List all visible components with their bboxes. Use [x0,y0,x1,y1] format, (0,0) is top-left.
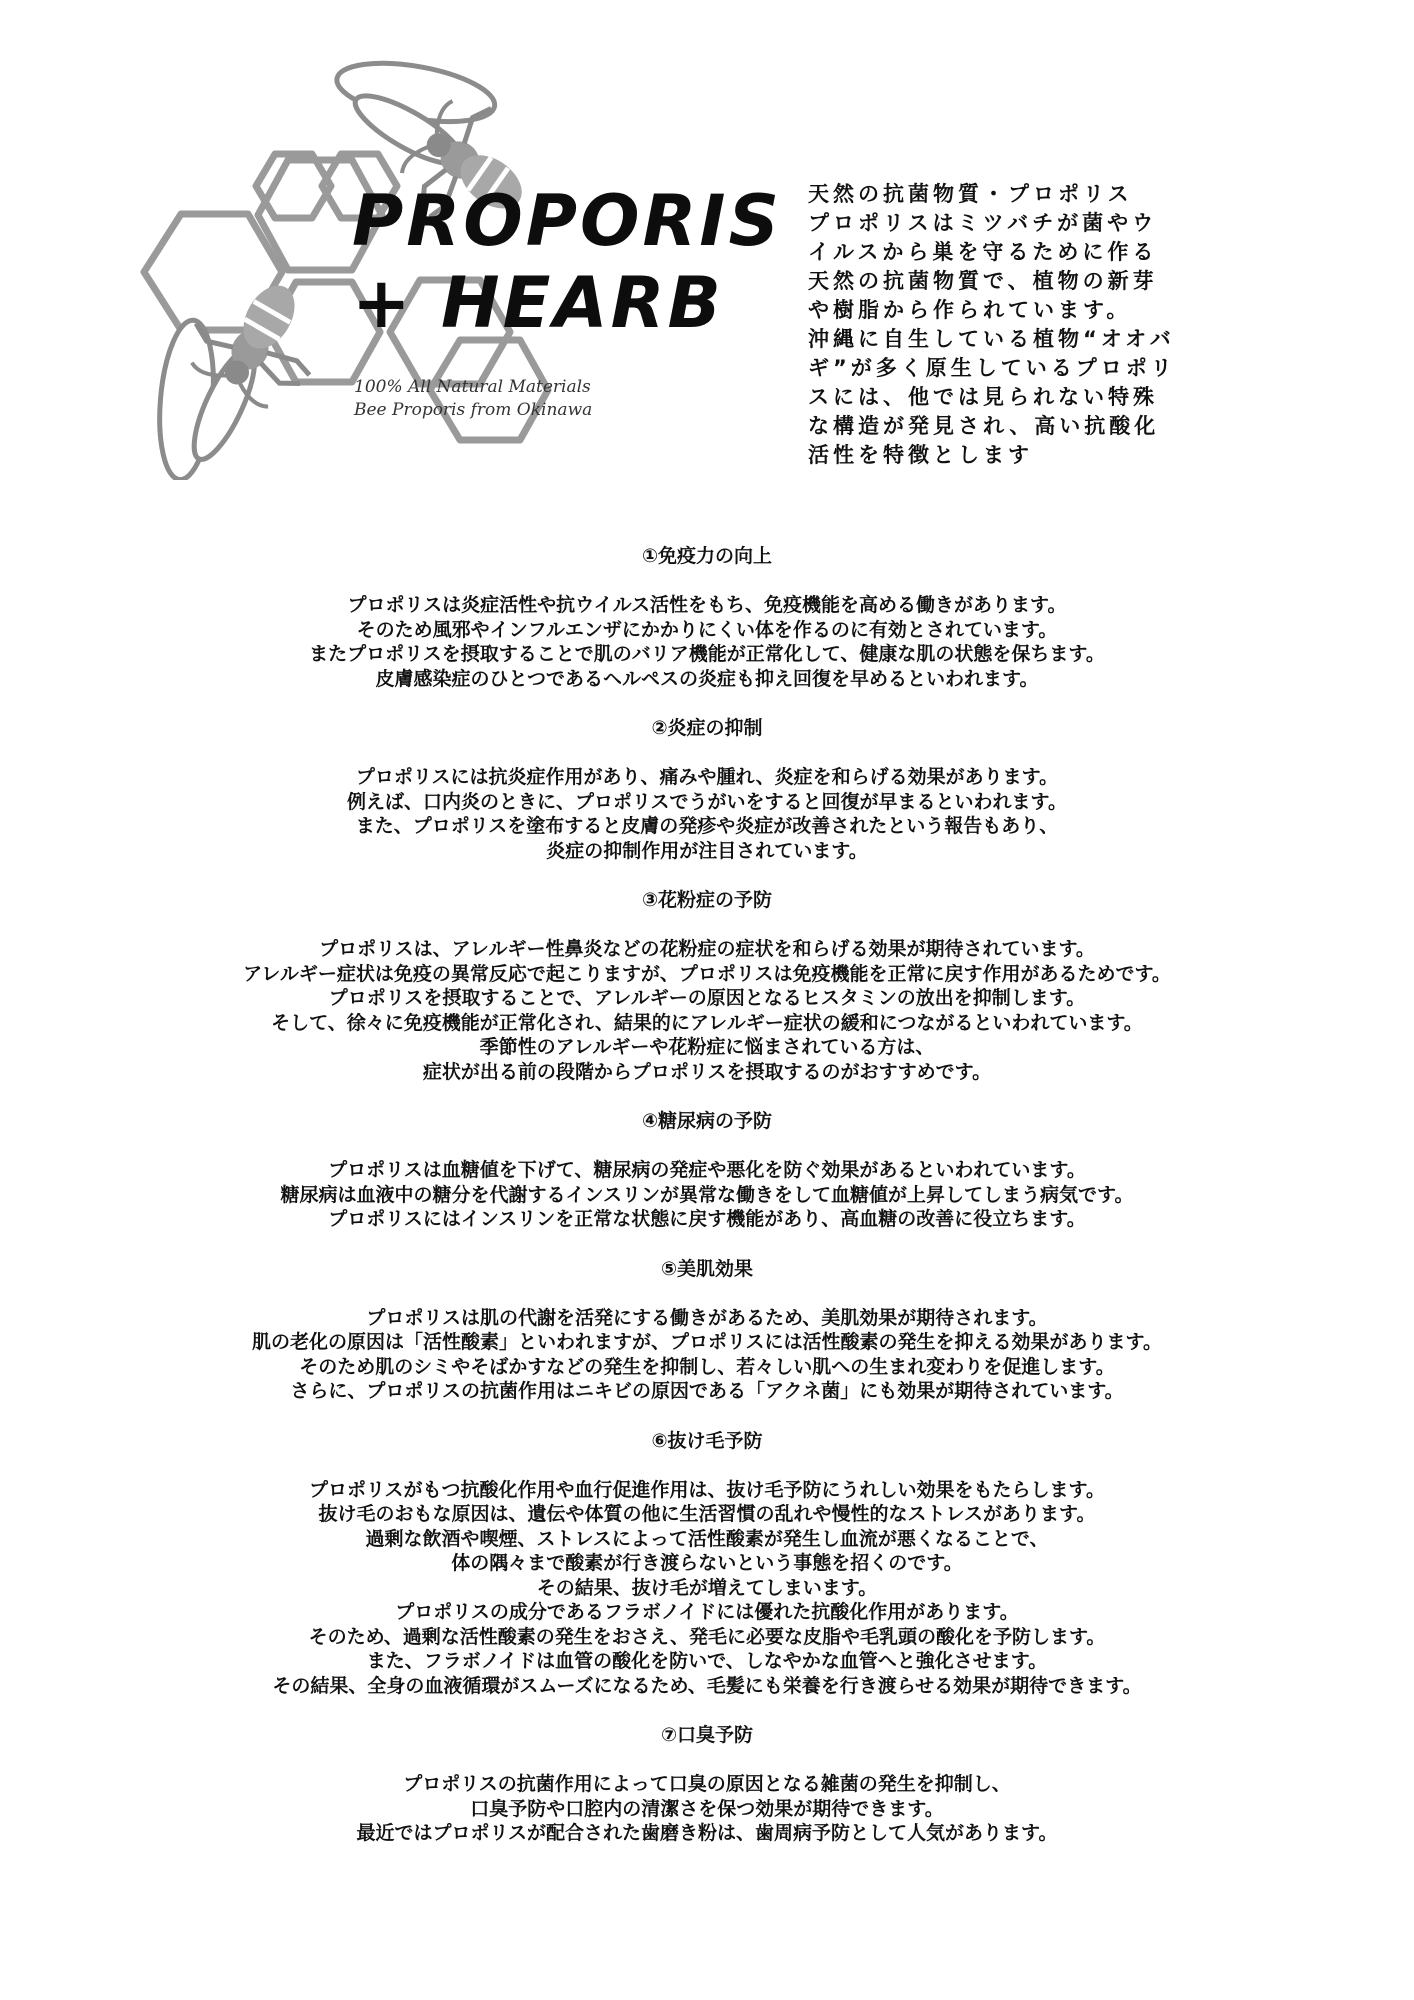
body-line: 肌の老化の原因は「活性酸素」といわれますが、プロポリスには活性酸素の発生を抑える効果があります。 [251,1331,1163,1353]
benefit-section [0,1256,1414,1404]
section-heading: ⑤美肌効果 [660,1257,754,1280]
benefit-section [0,1428,1414,1699]
body-line: 糖尿病は血液中の糖分を代謝するインスリンが異常な働きをして血糖値が上昇してしまう病気です。 [280,1183,1134,1206]
section-body [0,765,1414,863]
brand-title-line: PROPORIS [352,180,782,262]
intro-line: 沖縄に自生している植物“オオバ [808,327,1175,351]
intro-line: 天然の抗菌物質・プロポリス [808,182,1133,206]
intro-line: イルスから巣を守るために作る [808,240,1158,264]
body-line: プロポリスの抗菌作用によって口臭の原因となる雑菌の発生を抑制し、 [403,1773,1011,1795]
brand-title [352,180,782,344]
section-heading: ②炎症の抑制 [651,717,763,739]
body-line: プロポリスは炎症活性や抗ウイルス活性をもち、免疫機能を高める働きがあります。 [347,594,1067,616]
section-body [0,937,1414,1084]
body-line: 季節性のアレルギーや花粉症に悩まされている方は、 [479,1036,935,1058]
intro-line: プロポリスはミツバチが菌やウ [808,211,1158,235]
benefit-section [0,543,1414,691]
body-line: 例えば、口内炎のときに、プロポリスでうがいをすると回復が早まるといわれます。 [346,790,1068,813]
intro-line: や樹脂から作られています。 [808,298,1132,322]
brand-tagline-line: Bee Proporis from Okinawa [354,400,593,420]
brand-title-line: + HEARB [352,262,724,344]
section-body [0,593,1414,691]
body-line: また、フラボノイドは血管の酸化を防いで、しなやかな血管へと強化させます。 [366,1650,1048,1672]
benefit-section [0,1108,1414,1232]
section-body [0,1306,1414,1404]
section-heading: ⑥抜け毛予防 [651,1429,763,1452]
body-line: プロポリスの成分であるフラボノイドには優れた抗酸化作用があります。 [395,1601,1019,1623]
body-line: そのため肌のシミやそばかすなどの発生を抑制し、若々しい肌への生まれ変わりを促進します。 [299,1355,1115,1378]
body-line: アレルギー症状は免疫の異常反応で起こりますが、プロポリスは免疫機能を正常に戻す作用があるためです。 [243,962,1171,985]
body-line: 皮膚感染症のひとつであるヘルペスの炎症も抑え回復を早めるといわれます。 [375,667,1039,690]
body-line: 抜け毛のおもな原因は、遺伝や体質の他に生活習慣の乱れや慢性的なストレスがあります。 [318,1503,1096,1525]
body-line: 最近ではプロポリスが配合された歯磨き粉は、歯周病予防として人気があります。 [356,1822,1058,1844]
body-line: プロポリスを摂取することで、アレルギーの原因となるヒスタミンの放出を抑制します。 [328,987,1086,1009]
body-line: 過剰な飲酒や喫煙、ストレスによって活性酸素が発生し血流が悪くなることで、 [365,1527,1049,1550]
body-line: そのため風邪やインフルエンザにかかりにくい体を作るのに有効とされています。 [356,618,1058,641]
section-heading: ⑦口臭予防 [660,1724,754,1746]
body-line: 口臭予防や口腔内の清潔さを保つ効果が期待できます。 [470,1797,944,1820]
benefit-section [0,1722,1414,1846]
intro-line: ギ”が多く原生しているプロポリ [808,356,1176,380]
section-body [0,1478,1414,1699]
body-line: その結果、抜け毛が増えてしまいます。 [536,1576,878,1599]
body-line: また、プロポリスを塗布すると皮膚の発疹や炎症が改善されたという報告もあり、 [355,815,1059,837]
body-line: プロポリスは血糖値を下げて、糖尿病の発症や悪化を防ぐ効果があるといわれています。 [328,1159,1086,1181]
section-heading: ③花粉症の予防 [641,889,773,911]
intro-line: な構造が発見され、高い抗酸化 [808,414,1160,438]
brand-tagline [354,376,592,422]
body-line: プロポリスには抗炎症作用があり、痛みや腫れ、炎症を和らげる効果があります。 [355,766,1059,788]
intro-line: スには、他では見られない特殊 [808,385,1158,409]
section-heading: ④糖尿病の予防 [641,1110,773,1132]
benefit-section [0,715,1414,863]
body-line: プロポリスがもつ抗酸化作用や血行促進作用は、抜け毛予防にうれしい効果をもたらします。 [308,1478,1106,1501]
body-line: 症状が出る前の段階からプロポリスを摂取するのがおすすめです。 [422,1060,992,1083]
section-heading: ①免疫力の向上 [641,545,773,567]
body-line: 炎症の抑制作用が注目されています。 [546,839,868,862]
benefits-content [0,543,1414,1870]
body-line: プロポリスは肌の代謝を活発にする働きがあるため、美肌効果が期待されます。 [366,1306,1048,1329]
brand-tagline-line: 100% All Natural Materials [354,377,591,397]
body-line: そして、徐々に免疫機能が正常化され、結果的にアレルギー症状の緩和につながるといわれています。 [271,1011,1143,1034]
benefit-section [0,887,1414,1084]
body-line: その結果、全身の血液循環がスムーズになるため、毛髪にも栄養を行き渡らせる効果が期待できます。 [272,1674,1142,1697]
body-line: そのため、過剰な活性酸素の発生をおさえ、発毛に必要な皮脂や毛乳頭の酸化を予防します。 [308,1625,1106,1648]
intro-text [808,180,1208,470]
body-line: 体の隅々まで酸素が行き渡らないという事態を招くのです。 [451,1552,963,1574]
intro-line: 天然の抗菌物質で、植物の新芽 [808,269,1158,293]
intro-line: 活性を特徴とします [808,443,1033,467]
body-line: プロポリスは、アレルギー性鼻炎などの花粉症の症状を和らげる効果が期待されています。 [319,938,1095,960]
body-line: プロポリスにはインスリンを正常な状態に戻す機能があり、高血糖の改善に役立ちます。 [328,1208,1086,1230]
body-line: さらに、プロポリスの抗菌作用はニキビの原因である「アクネ菌」にも効果が期待されています。 [290,1380,1124,1402]
page-header [0,0,1414,500]
section-body [0,1158,1414,1232]
section-body [0,1772,1414,1846]
body-line: またプロポリスを摂取することで肌のバリア機能が正常化して、健康な肌の状態を保ちます。 [309,643,1105,665]
